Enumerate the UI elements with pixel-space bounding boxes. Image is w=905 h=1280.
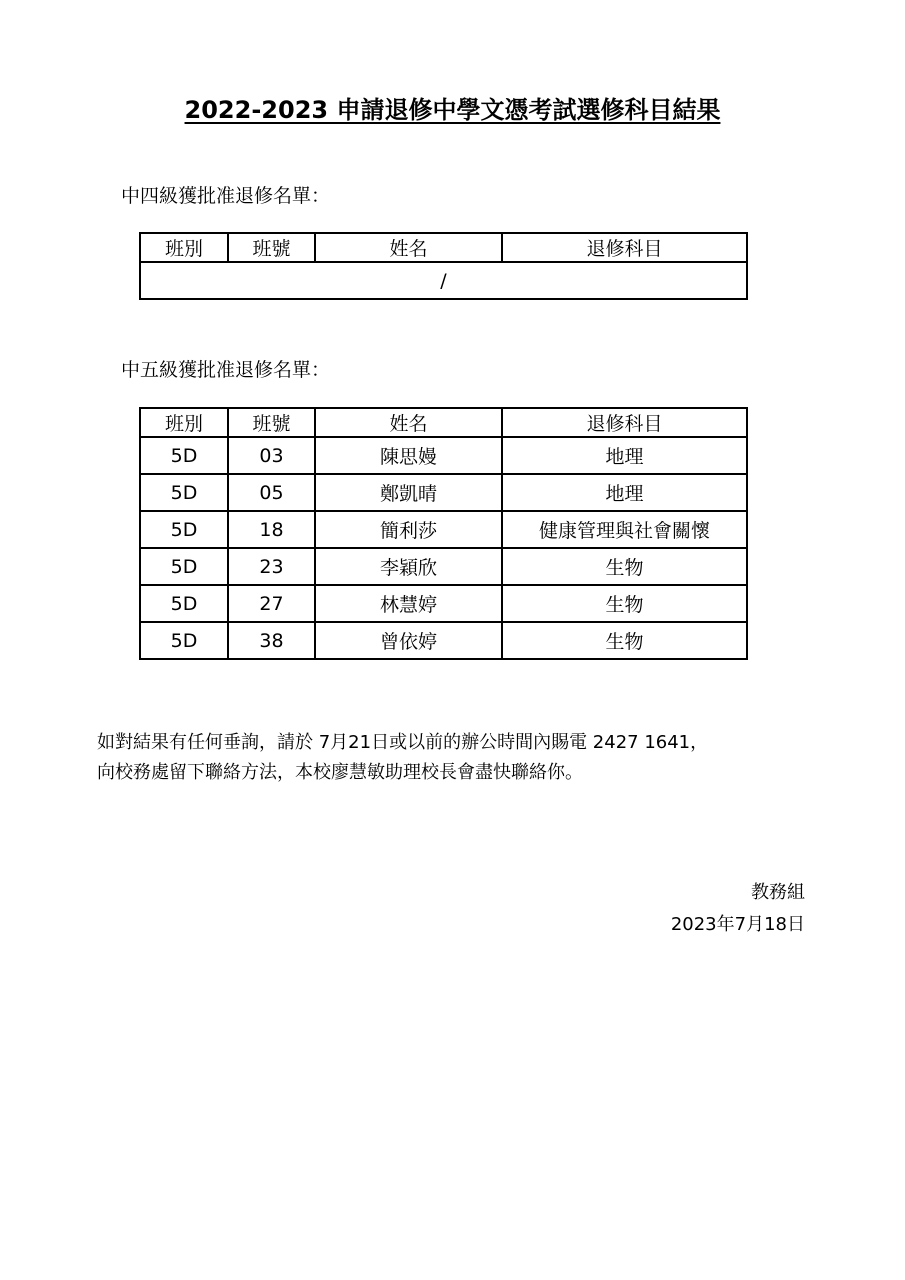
cell-number: 18 bbox=[228, 511, 315, 548]
column-header-class: 班別 bbox=[140, 233, 228, 262]
inquiry-note bbox=[97, 728, 708, 788]
cell-name: 陳思嫚 bbox=[315, 437, 502, 474]
cell-number: 38 bbox=[228, 622, 315, 659]
table-row bbox=[140, 437, 747, 474]
cell-name: 林慧婷 bbox=[315, 585, 502, 622]
cell-subject: 健康管理與社會關懷 bbox=[502, 511, 747, 548]
cell-subject: 地理 bbox=[502, 437, 747, 474]
cell-number: 03 bbox=[228, 437, 315, 474]
table-header-row bbox=[140, 408, 747, 437]
cell-class: 5D bbox=[140, 511, 228, 548]
cell-class: 5D bbox=[140, 548, 228, 585]
s5-table bbox=[139, 407, 748, 660]
column-header-number: 班號 bbox=[228, 233, 315, 262]
department-signature: 教務組 bbox=[751, 882, 805, 903]
table-row bbox=[140, 262, 747, 299]
column-header-class: 班別 bbox=[140, 408, 228, 437]
cell-subject: 生物 bbox=[502, 585, 747, 622]
cell-subject: 地理 bbox=[502, 474, 747, 511]
cell-name: 簡利莎 bbox=[315, 511, 502, 548]
cell-class: 5D bbox=[140, 474, 228, 511]
page-title: 2022-2023 申請退修中學文憑考試選修科目結果 bbox=[184, 96, 721, 124]
table-row bbox=[140, 474, 747, 511]
cell-number: 23 bbox=[228, 548, 315, 585]
cell-subject: 生物 bbox=[502, 548, 747, 585]
cell-name: 曾依婷 bbox=[315, 622, 502, 659]
s4-heading: 中四級獲批准退修名單： bbox=[121, 185, 331, 207]
s4-table bbox=[139, 232, 748, 300]
s5-heading: 中五級獲批准退修名單： bbox=[121, 359, 331, 381]
table-row bbox=[140, 585, 747, 622]
table-header-row bbox=[140, 233, 747, 262]
column-header-subject: 退修科目 bbox=[502, 408, 747, 437]
cell-name: 李穎欣 bbox=[315, 548, 502, 585]
cell-class: 5D bbox=[140, 437, 228, 474]
column-header-name: 姓名 bbox=[315, 233, 502, 262]
cell-subject: 生物 bbox=[502, 622, 747, 659]
cell-class: 5D bbox=[140, 585, 228, 622]
note-line-1: 如對結果有任何垂詢，請於 7月21日或以前的辦公時間內賜電 2427 1641， bbox=[97, 732, 709, 753]
cell-name: 鄭凱晴 bbox=[315, 474, 502, 511]
table-row bbox=[140, 511, 747, 548]
table-row bbox=[140, 548, 747, 585]
cell-number: 05 bbox=[228, 474, 315, 511]
note-line-2: 向校務處留下聯絡方法，本校廖慧敏助理校長會盡快聯絡你。 bbox=[97, 762, 583, 783]
issue-date: 2023年7月18日 bbox=[670, 914, 805, 935]
empty-mark: / bbox=[140, 262, 747, 299]
column-header-name: 姓名 bbox=[315, 408, 502, 437]
table-row bbox=[140, 622, 747, 659]
cell-class: 5D bbox=[140, 622, 228, 659]
column-header-number: 班號 bbox=[228, 408, 315, 437]
column-header-subject: 退修科目 bbox=[502, 233, 747, 262]
cell-number: 27 bbox=[228, 585, 315, 622]
